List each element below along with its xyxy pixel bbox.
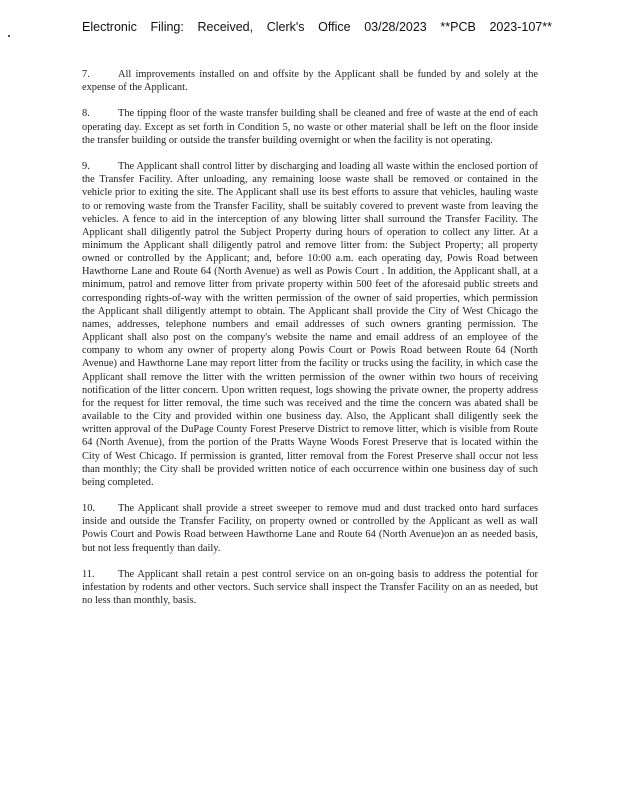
condition-number: 8. — [82, 108, 90, 120]
condition-number: 11. — [82, 568, 95, 580]
condition-paragraph-10 — [82, 502, 538, 555]
document-body — [82, 68, 538, 620]
condition-paragraph-7 — [82, 68, 538, 94]
condition-text: All improvements installed on and offsite by the Applicant shall be funded by and solely at the expense of the Applicant. — [82, 69, 538, 94]
stamp-word-electronic: Electronic — [82, 20, 137, 34]
stamp-word-clerks: Clerk's — [266, 20, 305, 34]
stamp-word-filing: Filing: — [150, 20, 184, 34]
condition-paragraph-9 — [82, 160, 538, 489]
stamp-pcb: **PCB — [440, 20, 476, 34]
condition-paragraph-8 — [82, 107, 538, 146]
stamp-case-number: 2023-107** — [489, 20, 552, 34]
condition-number: 7. — [82, 69, 90, 80]
stamp-word-office: Office — [318, 20, 351, 34]
stamp-date: 03/28/2023 — [364, 20, 427, 34]
condition-number: 9. — [82, 161, 90, 173]
condition-text: The Applicant shall retain a pest control service on an on-going basis to address the potential for infestation by rodents and other vectors. Such service shall inspect the Transfer Facility on an as needed, but no less than monthly, basis. — [82, 568, 538, 607]
condition-paragraph-11 — [82, 568, 538, 607]
condition-text: The Applicant shall provide a street sweeper to remove mud and dust tracked onto hard surfaces inside and outside the Transfer Facility, on property owned or controlled by the Applicant as well as wall Powis Court and Powis Road between Hawthorne Lane and Route 64 (North Avenue)on an as needed basis, but not less frequently than daily. — [82, 503, 538, 554]
condition-number: 10. — [82, 503, 95, 515]
condition-text: The Applicant shall control litter by discharging and loading all waste within the enclosed portion of the Transfer Facility. After unloading, any remaining loose waste shall be removed or contained in the vehicle prior to exiting the site. The Applicant shall use its best efforts to assure that vehicles, hauling waste to or removing waste from the Transfer Facility, shall be suitably covered to prevent waste from leaving the vehicles. A fence to aid in the interception of any blowing litter shall surround the Transfer Facility. The Applicant shall diligently patrol the Subject Property during hours of operation to collect any litter. At a minimum the Applicant shall diligently patrol and remove litter from: the Subject Property; all property owned or controlled by the Applicant; and, before 10:00 a.m. each operating day, Powis Road between Hawthorne Lane and Route 64 (North Avenue) as well as Powis Court . In addition, the Applicant shall, at a minimum, patrol and remove litter from private property within 500 feet of the aforesaid public streets and corresponding rights-of-way with the written permission of the owner of said properties, which permission the Applicant shall diligently attempt to obtain. The Applicant shall provide the City of West Chicago the names, addresses, telephone numbers and email addresses of such owners granting permission. The Applicant shall also post on the company's website the name and email address of an employee of the company to whom any owner of property along Powis Court or Powis Road between Route 64 (North Avenue) and Hawthorne Lane may report litter from the facility or trucks using the facility, in which case the Applicant shall remove the litter with the written permission of the owner within two hours of receiving notification of the litter concern. Upon written request, logs showing the private owner, the property address for the request for litter removal, the time such was received and the time the concern was abated shall be available to the City and provided within one business day. Also, the Applicant shall diligently seek the written approval of the DuPage County Forest Preserve District to remove litter, which is visible from Route 64 (North Avenue), from the portion of the Pratts Wayne Woods Forest Preserve that is located within the City of West Chicago. If permission is granted, litter removal from the Forest Preserve shall occur not less than monthly; the City shall be provided written notice of each occurrence within one business day of such being completed. — [82, 161, 538, 488]
stamp-word-received: Received, — [197, 20, 254, 34]
scan-speck — [8, 35, 10, 37]
filing-stamp-header — [82, 20, 552, 38]
condition-text: The tipping floor of the waste transfer building shall be cleaned and free of waste at the end of each operating day. Except as set forth in Condition 5, no waste or other material shall be left on the floor inside the transfer building or outside the transfer building overnight or when the facility is not operating. — [82, 108, 538, 146]
